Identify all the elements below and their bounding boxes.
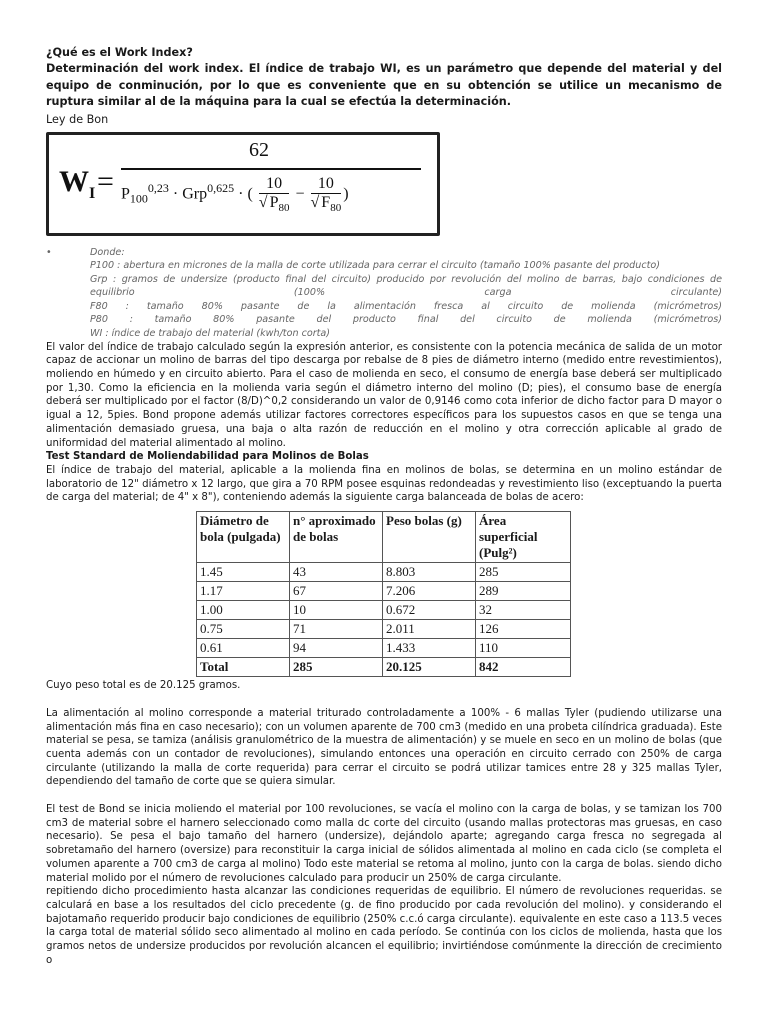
col-diameter: Diámetro de bola (pulgada) [197,512,290,563]
formula-denominator: $P_{100}^{0,23} \cdot Grp^{0,625}$ · ( $\frac{10}{√ P_{80}}$ − $\frac{10}{√ F_{80}}$ ) [121,174,349,214]
ball-charge-table [196,511,571,677]
def-wi: WI : índice de trabajo del material (kwh/ton corta) [90,328,331,340]
table-row: 1.45 43 8.803 285 [197,563,571,582]
table-total-row: Total 285 20.125 842 [197,658,571,677]
table-header-row [197,512,571,563]
paragraph-feed: La alimentación al molino corresponde a material triturado controladamente a 100% - 6 mallas Tyler (pudiendo utilizarse una alimentación más fina en caso necesario); con un volumen aparente de 700 cm3 (medido en una probeta cilíndrica graduada). Este material se pesa, se tamiza (análisis granulométrico de la muestra de alimentación) y se muele en seco en un molino de bolas (que cuenta además con un contador de revoluciones), simulando entonces una operación en circuito cerrado con 250% de carga circulante (utilizando la malla de corte requerida) para cerrar el circuito se podrá utilizar tamices entre 28 y 325 mallas Tyler, dependiendo del tamaño de corte que se quiera simular. [46,707,722,788]
paragraph-test-mill: El índice de trabajo del material, aplicable a la molienda fina en molinos de bolas, se determina en un molino estándar de laboratorio de 12" diámetro x 12 largo, que gira a 70 RPM posee esquinas redondeadas y revestimiento liso (exceptuando la puerta de carga del material; de 4" x 8"), conteniendo además la siguiente carga balanceada de bolas de acero: [46,464,722,504]
def-grp: Grp : gramos de undersize (producto final del circuito) producido por revolución del molino de barras, bajo condiciones de equilibrio (100% carga circulante) [90,273,722,299]
table-row: 1.17 67 7.206 289 [197,582,571,601]
formula-p80-fraction: $\frac{10}{√ P_{80}}$ [258,174,290,214]
section-title-test: Test Standard de Moliendabilidad para Molinos de Bolas [46,451,369,463]
law-title: Ley de Bon [46,112,109,126]
formula-f80-fraction: $\frac{10}{√ F_{80}}$ [310,174,342,214]
document-page [46,44,722,967]
col-count: n° aproximado de bolas [290,512,383,563]
donde-label: Donde: [90,246,125,258]
formula-numerator: 62 [249,138,269,161]
variable-definitions [46,246,722,341]
paragraph-equilibrium: repitiendo dicho procedimiento hasta alcanzar las condiciones requeridas de equilibrio. El número de revoluciones requeridas. se calculará en base a los resultados del ciclo precedente (g. de fino producido por cada revolución del molino). y considerando el bajotamaño requerido producir bajo condiciones de equilibrio (250% c.c.ó carga circulante). equivalente en este caso a 113.5 veces la carga total de material sólido seco alimentado al molino en cada período. Se continúa con los ciclos de molienda, hasta que los gramos netos de undersize producidos por revolución alcancen el equilibrio; invirtiéndose comúnmente la dirección de crecimiento o [46,886,722,966]
col-weight: Peso bolas (g) [383,512,476,563]
paragraph-work-index: El valor del índice de trabajo calculado según la expresión anterior, es consistente con la potencia mecánica de salida de un motor capaz de accionar un molino de barras del tipo descarga por rebalse de 8 pies de diámetro interno (medido entre revestimientos), moliendo en húmedo y en circuito abierto. Para el caso de molienda en seco, el consumo de energía base deberá ser multiplicado por 1,30. Como la eficiencia en la molienda varia según el diámetro interno del molino (D; pies), el consumo base de energía deberá ser multiplicado por el factor (8/D)^0,2 considerando un valor de 0,9146 como cota inferior de dicho factor para D mayor o igual a 12, 5pies. Bond propone además utilizar factores correctores específicos para los supuestos casos en que se tenga una alimentación demasiado gruesa, una baja o alta razón de reducción en el molino y otra corrección aplicable al grado de uniformidad del material alimentado al molino. [46,341,722,449]
formula-equals: = [97,164,114,198]
spacer [46,789,722,803]
def-p100: P100 : abertura en micrones de la malla de corte utilizada para cerrar el circuito (tamaño 100% pasante del producto) [90,260,660,272]
table-row: 0.61 94 1.433 110 [197,639,571,658]
formula-fraction-bar [121,168,421,170]
bond-formula-image [46,132,440,236]
table-row: 1.00 10 0.672 32 [197,601,571,620]
page-title: ¿Qué es el Work Index? [46,46,193,59]
def-p80: P80 : tamaño 80% pasante del producto final del circuito de molienda (micrómetros) [90,314,722,326]
formula-lhs: $W_I$ [59,164,96,202]
paragraph-bond-test: El test de Bond se inicia moliendo el material por 100 revoluciones, se vacía el molino con la carga de bolas, y se tamizan los 700 cm3 de material sobre el harnero seleccionado como malla dc corte del circuito (usando mallas protectoras mas gruesas, en caso necesario). Se pesa el bajo tamaño del harnero (undersize), dejándolo aparte; agregando carga fresca no segregada al sobretamaño del harnero (oversize) para reconstituir la carga inicial de sólidos alimentada al molino en cada ciclo (se completa el volumen aparente a 700 cm3 de carga al molino) Todo este material se retoma al molino, junto con la carga de bolas. siendo dicho material molido por el número de revoluciones calculado para producir un 250% de carga circulante. [46,804,722,884]
intro-paragraph: Determinación del work index. El índice de trabajo WI, es un parámetro que depende del material y del equipo de conminución, por lo que es conveniente que en su obtención se utilice un mecanismo de ruptura similar al de la máquina para la cual se efectúa la determinación. [46,62,722,108]
spacer [46,693,722,707]
def-f80: F80 : tamaño 80% pasante de la alimentación fresca al circuito de molienda (micrómetros) [90,300,722,312]
table-row: 0.75 71 2.011 126 [197,620,571,639]
col-area: Área superficial (Pulg²) [476,512,571,563]
bullet-dot-icon: • [46,246,52,258]
total-weight-line: Cuyo peso total es de 20.125 gramos. [46,680,241,692]
